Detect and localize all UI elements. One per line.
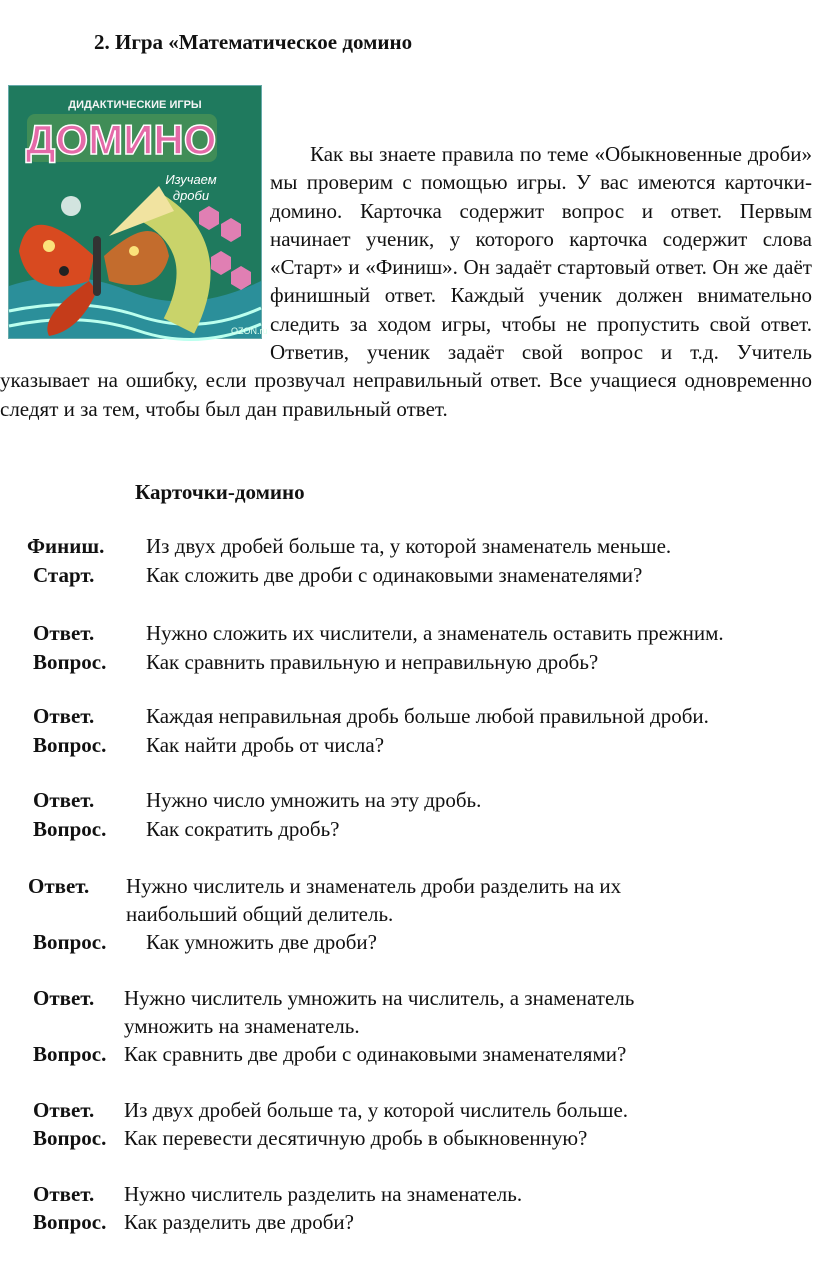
card-row-question [0, 1210, 816, 1238]
card-label: Ответ. [33, 704, 95, 728]
intro-paragraph [0, 140, 812, 423]
cover-big-text: ДОМИНО [25, 116, 217, 163]
card-label: Ответ. [33, 986, 95, 1010]
card-row-question [0, 1042, 816, 1070]
card-text: наибольший общий делитель. [126, 902, 394, 926]
cards-heading: Карточки-домино [135, 480, 305, 504]
card-text: Из двух дробей больше та, у которой знаменатель меньше. [146, 534, 672, 558]
card-text: Как сократить дробь? [146, 817, 340, 841]
card-text: умножить на знаменатель. [124, 1014, 360, 1038]
card-text: Каждая неправильная дробь больше любой правильной дроби. [146, 704, 709, 728]
card-row-start [0, 563, 816, 591]
card-text: Как сравнить правильную и неправильную дробь? [146, 650, 599, 674]
card-row-answer [0, 704, 816, 732]
card-text: Нужно сложить их числители, а знаменатель оставить прежним. [146, 621, 724, 645]
card-label: Вопрос. [33, 817, 107, 841]
card-label: Ответ. [28, 874, 90, 898]
card-row-continuation [0, 1014, 816, 1042]
cover-subtitle-1: Изучаем [165, 172, 217, 187]
card-label: Ответ. [33, 1098, 95, 1122]
card-row-answer [0, 621, 816, 649]
card-label: Вопрос. [33, 1126, 107, 1150]
card-label: Вопрос. [33, 1042, 107, 1066]
card-text: Как сложить две дроби с одинаковыми знаменателями? [146, 563, 643, 587]
card-row-question [0, 733, 816, 761]
card-text: Из двух дробей больше та, у которой числитель больше. [124, 1098, 629, 1122]
card-label: Вопрос. [33, 1210, 107, 1234]
card-row-question [0, 1126, 816, 1154]
card-text: Как сравнить две дроби с одинаковыми знаменателями? [124, 1042, 627, 1066]
card-label: Ответ. [33, 621, 95, 645]
card-row-answer [0, 986, 816, 1014]
card-label: Финиш. [27, 534, 105, 558]
card-text: Нужно числитель умножить на числитель, а знаменатель [124, 986, 635, 1010]
page-title: 2. Игра «Математическое домино [94, 30, 413, 54]
card-row-question [0, 817, 816, 845]
card-row-continuation [0, 902, 816, 930]
card-row-answer [0, 788, 816, 816]
card-label: Вопрос. [33, 733, 107, 757]
card-label: Вопрос. [33, 650, 107, 674]
cover-watermark: OZON.ru [231, 326, 268, 336]
card-row-answer [0, 874, 816, 902]
card-text: Нужно числитель и знаменатель дроби разделить на их [126, 874, 622, 898]
card-label: Ответ. [33, 788, 95, 812]
card-row-question [0, 930, 816, 958]
intro-text: Как вы знаете правила по теме «Обыкновенные дроби» мы проверим с помощью игры. У вас имеются карточки-домино. Карточка содержит вопрос и ответ. Первым начинает ученик, у которого карточка содержит слова «Старт» и «Финиш». Он задаёт стартовый ответ. Он же даёт финишный ответ. Каждый ученик должен внимательно следить за ходом игры, чтобы не пропустить свой ответ. Ответив, ученик задаёт свой вопрос и т.д. Учитель указывает на ошибку, если прозвучал неправильный ответ. Все учащиеся одновременно следят и за тем, чтобы был дан правильный ответ. [0, 142, 812, 421]
card-text: Нужно число умножить на эту дробь. [146, 788, 482, 812]
card-row-answer [0, 1182, 816, 1210]
card-label: Вопрос. [33, 930, 107, 954]
card-row-answer [0, 1098, 816, 1126]
card-text: Как перевести десятичную дробь в обыкновенную? [124, 1126, 588, 1150]
card-text: Нужно числитель разделить на знаменатель. [124, 1182, 523, 1206]
cover-subtitle-2: дроби [172, 188, 210, 203]
cover-top-text: ДИДАКТИЧЕСКИЕ ИГРЫ [68, 99, 202, 111]
card-label: Старт. [33, 563, 95, 587]
card-label: Ответ. [33, 1182, 95, 1206]
card-text: Как разделить две дроби? [124, 1210, 354, 1234]
card-row-finish [0, 534, 816, 562]
card-text: Как найти дробь от числа? [146, 733, 385, 757]
card-text: Как умножить две дроби? [146, 930, 377, 954]
card-row-question [0, 650, 816, 678]
